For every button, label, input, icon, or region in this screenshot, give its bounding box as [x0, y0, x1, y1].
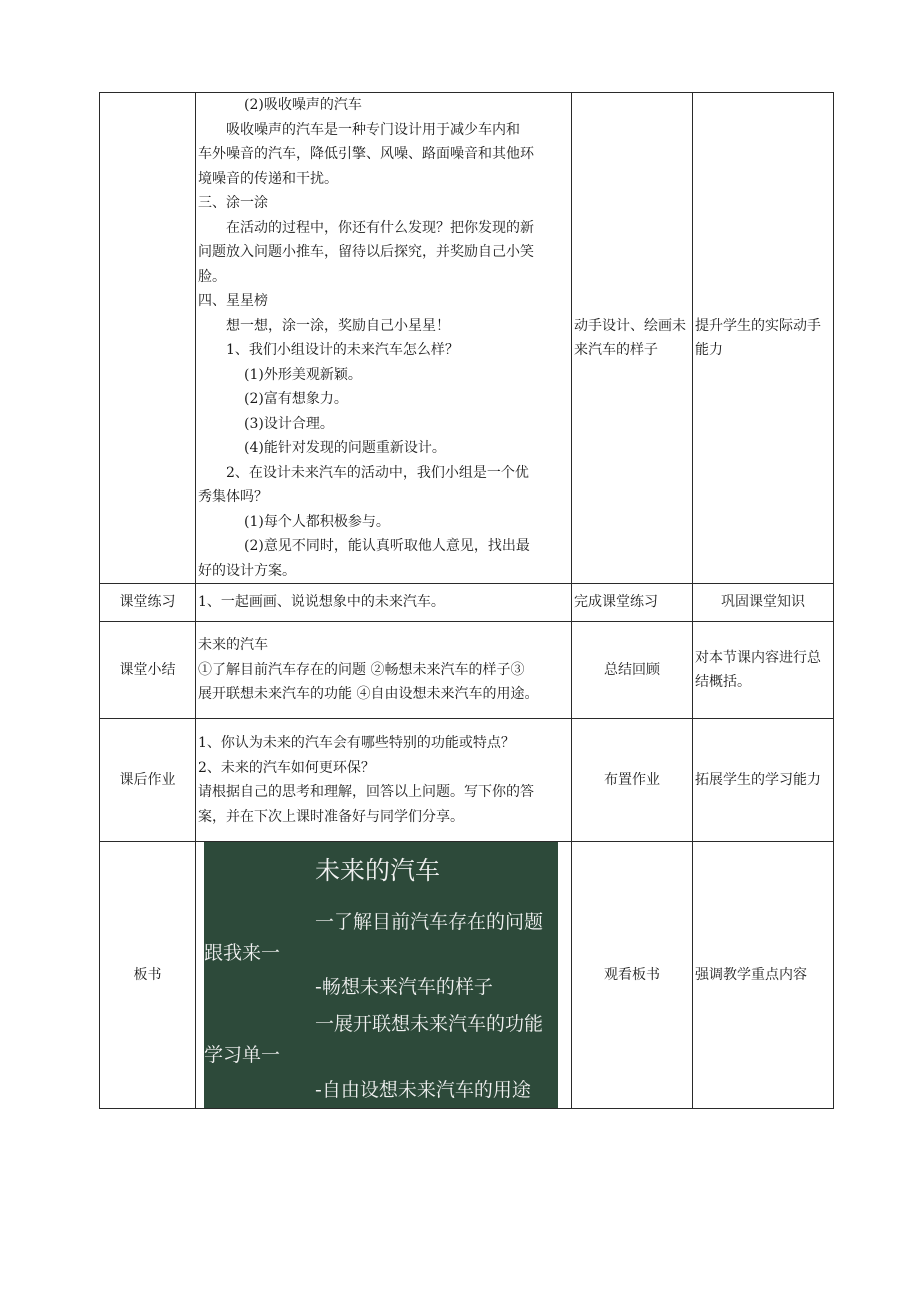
- purpose-cell: 提升学生的实际动手能力: [693, 93, 834, 584]
- board-item: -自由设想未来汽车的用途: [315, 1079, 531, 1101]
- content-line: 吸收噪声的汽车是一种专门设计用于减少车内和: [226, 121, 520, 138]
- content-cell: [196, 719, 572, 842]
- content-line: 展开联想未来汽车的功能 ④自由设想未来汽车的用途。: [198, 686, 539, 703]
- table-row: [100, 842, 834, 1109]
- content-line: (1)每个人都积极参与。: [244, 513, 390, 530]
- content-line: (2)吸收噪声的汽车: [244, 97, 362, 113]
- content-line: (1)外形美观新颖。: [244, 366, 362, 383]
- purpose-cell: 拓展学生的学习能力: [693, 719, 834, 842]
- content-line: 车外噪音的汽车，降低引擎、风噪、路面噪音和其他环: [198, 146, 534, 162]
- board-item: 一了解目前汽车存在的问题: [315, 911, 544, 933]
- board-item: 跟我来一: [204, 942, 281, 964]
- content-line: 境噪音的传递和干扰。: [198, 170, 338, 187]
- section-heading: 三、涂一涂: [198, 195, 268, 211]
- content-line: 问题放入问题小推车，留待以后探究，并奖励自己小笑: [198, 244, 534, 260]
- content-line: 案，并在下次上课时准备好与同学们分享。: [198, 808, 464, 825]
- row-label-board: 板书: [100, 842, 196, 1109]
- table-row: [100, 622, 834, 719]
- content-line: 请根据自己的思考和理解，回答以上问题。写下你的答: [198, 784, 534, 800]
- content-line: 秀集体吗？: [198, 489, 268, 505]
- purpose-cell: 对本节课内容进行总结概括。: [693, 622, 834, 719]
- activity-cell: 动手设计、绘画未来汽车的样子: [572, 93, 693, 584]
- activity-cell: 布置作业: [572, 719, 693, 842]
- row-label-practice: 课堂练习: [100, 584, 196, 622]
- board-item: 一展开联想未来汽车的功能: [315, 1013, 544, 1035]
- content-line: (2)富有想象力。: [244, 391, 348, 407]
- content-line: 2、在设计未来汽车的活动中，我们小组是一个优: [226, 464, 529, 481]
- board-cell: [196, 842, 572, 1109]
- table-row: [100, 584, 834, 622]
- content-line: (3)设计合理。: [244, 415, 334, 432]
- content-cell: 1、一起画画、说说想象中的未来汽车。: [196, 584, 572, 622]
- activity-cell: 完成课堂练习: [572, 584, 693, 622]
- content-cell: [196, 93, 572, 584]
- section-heading: 四、星星榜: [198, 293, 268, 309]
- row-label-cell: [100, 93, 196, 584]
- content-line: (2)意见不同时，能认真听取他人意见，找出最: [244, 538, 530, 554]
- table-row: [100, 93, 834, 584]
- content-line: 想一想，涂一涂，奖励自己小星星！: [226, 317, 450, 334]
- purpose-cell: 巩固课堂知识: [693, 584, 834, 622]
- lesson-plan-table: [99, 92, 834, 1109]
- content-line: 1、你认为未来的汽车会有哪些特别的功能或特点？: [198, 735, 515, 751]
- content-line: 在活动的过程中，你还有什么发现？把你发现的新: [226, 219, 534, 236]
- table-row: [100, 719, 834, 842]
- content-line: 1、我们小组设计的未来汽车怎么样？: [226, 342, 459, 358]
- purpose-cell: 强调教学重点内容: [693, 842, 834, 1109]
- chalkboard-image: [204, 842, 558, 1108]
- content-line: 2、未来的汽车如何更环保？: [198, 759, 375, 776]
- board-item: 学习单一: [204, 1044, 281, 1066]
- activity-cell: 观看板书: [572, 842, 693, 1109]
- activity-cell: 总结回顾: [572, 622, 693, 719]
- board-title: 未来的汽车: [315, 856, 441, 885]
- content-line: ①了解目前汽车存在的问题 ②畅想未来汽车的样子③: [198, 661, 525, 678]
- content-line: 未来的汽车: [198, 637, 268, 654]
- board-item: -畅想未来汽车的样子: [315, 976, 493, 998]
- row-label-homework: 课后作业: [100, 719, 196, 842]
- content-line: 脸。: [198, 268, 226, 285]
- content-line: (4)能针对发现的问题重新设计。: [244, 440, 446, 456]
- content-line: 好的设计方案。: [198, 562, 296, 579]
- content-cell: [196, 622, 572, 719]
- row-label-summary: 课堂小结: [100, 622, 196, 719]
